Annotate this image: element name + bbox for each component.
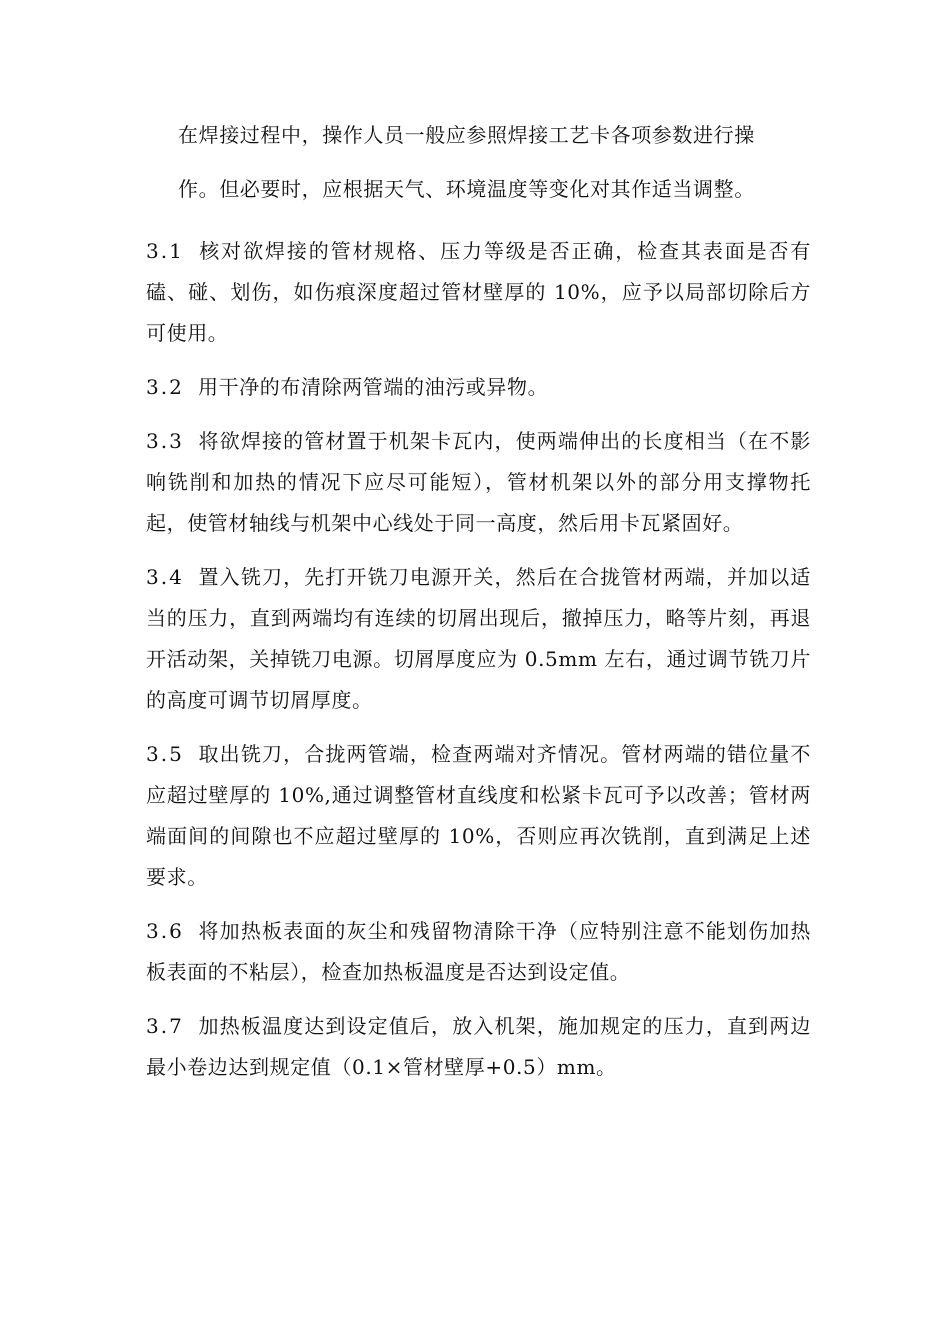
step-number: 3.2: [146, 375, 184, 399]
step-number: 3.6: [146, 919, 184, 943]
step-text: 加热板温度达到设定值后，放入机架，施加规定的压力，直到两边最小卷边达到规定值（0.1×管材壁厚+0.5）mm。: [146, 1014, 811, 1079]
step-number: 3.3: [146, 429, 184, 453]
step-text: 将欲焊接的管材置于机架卡瓦内，使两端伸出的长度相当（在不影响铣削和加热的情况下应尽可能短），管材机架以外的部分用支撑物托起，使管材轴线与机架中心线处于同一高度，然后用卡瓦紧固好。: [146, 429, 811, 535]
step-3-4: [146, 557, 811, 721]
step-number: 3.7: [146, 1014, 184, 1038]
step-text: 将加热板表面的灰尘和残留物清除干净（应特别注意不能划伤加热板表面的不粘层），检查加热板温度是否达到设定值。: [146, 919, 811, 984]
step-text: 用干净的布清除两管端的油污或异物。: [198, 375, 549, 399]
step-number: 3.1: [146, 239, 184, 263]
step-number: 3.4: [146, 565, 184, 589]
step-number: 3.5: [146, 742, 184, 766]
step-text: 核对欲焊接的管材规格、压力等级是否正确，检查其表面是否有磕、碰、划伤，如伤痕深度超过管材壁厚的 10%，应予以局部切除后方可使用。: [146, 239, 811, 345]
step-list: [146, 231, 811, 1101]
step-3-5: [146, 734, 811, 898]
step-3-3: [146, 421, 811, 544]
step-3-7: [146, 1006, 811, 1088]
step-text: 置入铣刀，先打开铣刀电源开关，然后在合拢管材两端，并加以适当的压力，直到两端均有连续的切屑出现后，撤掉压力，略等片刻，再退开活动架，关掉铣刀电源。切屑厚度应为 0.5mm 左右，通过调节铣刀片的高度可调节切屑厚度。: [146, 565, 811, 712]
step-3-2: [146, 367, 811, 408]
intro-line-2: 作。但必要时，应根据天气、环境温度等变化对其作适当调整。: [178, 177, 755, 201]
step-text: 取出铣刀，合拢两管端，检查两端对齐情况。管材两端的错位量不应超过壁厚的 10%,通过调整管材直线度和松紧卡瓦可予以改善；管材两端面间的间隙也不应超过壁厚的 10%，否则应再次铣削，直到满足上述要求。: [146, 742, 811, 889]
step-3-6: [146, 911, 811, 993]
intro-paragraph: [178, 115, 818, 210]
step-3-1: [146, 231, 811, 354]
intro-line-1: 在焊接过程中，操作人员一般应参照焊接工艺卡各项参数进行操: [178, 123, 755, 147]
